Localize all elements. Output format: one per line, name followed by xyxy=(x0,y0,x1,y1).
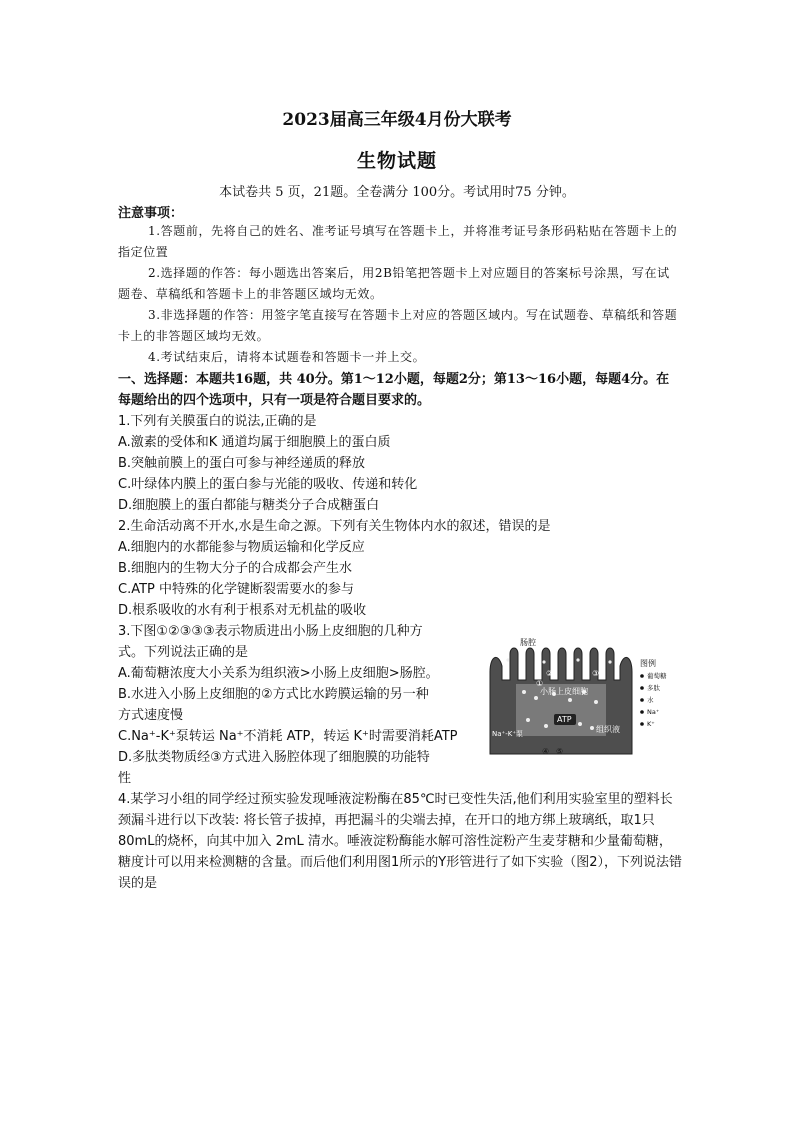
question-3-option-a: A.葡萄糖浓度大小关系为组织液>小肠上皮细胞>肠腔。 xyxy=(118,666,439,681)
question-3-option-b: B.水进入小肠上皮细胞的②方式比水跨膜运输的另一种 xyxy=(118,687,429,702)
marker-1: ① xyxy=(536,679,544,688)
label-cell: 小肠上皮细胞 xyxy=(540,687,588,696)
question-3-option-c: C.Na⁺-K⁺泵转运 Na⁺不消耗 ATP，转运 K⁺时需要消耗ATP xyxy=(118,729,458,744)
notice-item: 1.答题前，先将自己的姓名、准考证号填写在答题卡上，并将准考证号条形码粘贴在答题卡上的指定位置 xyxy=(118,224,678,259)
section-heading: 一、选择题：本题共16题，共 40分。第1～12小题，每题2分；第13～16小题，每题4分。在每题给出的四个选项中，只有一项是符合题目要求的。 xyxy=(118,372,670,408)
question-1-option-d: D.细胞膜上的蛋白都能与糖类分子合成糖蛋白 xyxy=(118,498,380,513)
notice-heading: 注意事项： xyxy=(118,206,184,221)
question-1-option-b: B.突触前膜上的蛋白可参与神经递质的释放 xyxy=(118,456,366,471)
question-4-text: 4.某学习小组的同学经过预实验发现唾液淀粉酶在85℃时已变性失活,他们利用实验室里的塑料长颈漏斗进行以下改装: 将长管子拔掉，再把漏斗的尖端去掉，在开口的地方绑上玻璃纸，取1只 80mL的烧杯，向其中加入 2mL 清水。唾液淀粉酶能水解可溶性淀粉产生麦芽糖和少量葡萄糖，糖度计可以用来检测糖的含量。而后他们利用图1所示的Y形管进行了如下实验（图2），下列说法错误的是 xyxy=(118,792,682,891)
notice-item: 4.考试结束后，请将本试题卷和答题卡一并上交。 xyxy=(148,350,426,364)
question-3-option-d: 性 xyxy=(118,771,132,786)
question-2-option-d: D.根系吸收的水有利于根系对无机盐的吸收 xyxy=(118,603,367,618)
exam-info: 本试卷共 5 页，21题。全卷满分 100分。考试用时75 分钟。 xyxy=(219,185,575,200)
intestine-cell-figure xyxy=(484,636,682,762)
marker-5: ⑤ xyxy=(556,747,564,756)
label-atp: ATP xyxy=(557,715,572,724)
exam-title: 2023届高三年级4月份大联考 xyxy=(282,110,512,130)
legend xyxy=(640,671,667,728)
legend-item: 多肽 xyxy=(647,684,660,692)
subject-title: 生物试题 xyxy=(356,150,437,172)
question-1-option-c: C.叶绿体内膜上的蛋白参与光能的吸收、传递和转化 xyxy=(118,477,418,492)
question-2-option-a: A.细胞内的水都能参与物质运输和化学反应 xyxy=(118,540,365,555)
question-3-option-d: D.多肽类物质经③方式进入肠腔体现了细胞膜的功能特 xyxy=(118,750,430,765)
legend-item: Na⁺ xyxy=(647,708,660,716)
legend-item: 葡萄糖 xyxy=(647,672,667,680)
marker-3: ③ xyxy=(592,669,600,678)
question-3-stem: 3.下图①②③③③表示物质进出小肠上皮细胞的几种方 xyxy=(118,624,423,639)
legend-item: K⁺ xyxy=(647,720,655,728)
notice-item: 3.非选择题的作答：用签字笔直接写在答题卡上对应的答题区域内。写在试题卷、草稿纸和答题卡上的非答题区域均无效。 xyxy=(118,308,678,343)
label-lumen: 肠腔 xyxy=(520,638,536,647)
question-3-stem: 式。下列说法正确的是 xyxy=(118,645,249,660)
question-3-option-b: 方式速度慢 xyxy=(118,708,184,723)
question-2-option-c: C.ATP 中特殊的化学键断裂需要水的参与 xyxy=(118,582,355,597)
question-1-stem: 1.下列有关膜蛋白的说法,正确的是 xyxy=(118,414,317,429)
notice-item: 2.选择题的作答：每小题选出答案后，用2B铅笔把答题卡上对应题目的答案标号涂黑，写在试题卷、草稿纸和答题卡上的非答题区域均无效。 xyxy=(118,266,670,301)
legend-title: 图例 xyxy=(640,659,656,668)
question-1-option-a: A.激素的受体和K 通道均属于细胞膜上的蛋白质 xyxy=(118,435,391,450)
marker-2: ② xyxy=(546,669,554,678)
label-pump: Na⁺-K⁺泵 xyxy=(492,730,524,738)
label-tissue: 组织液 xyxy=(596,725,620,734)
legend-item: 水 xyxy=(647,696,654,704)
question-2-option-b: B.细胞内的生物大分子的合成都会产生水 xyxy=(118,561,353,576)
marker-4: ④ xyxy=(542,747,550,756)
question-2-stem: 2.生命活动离不开水,水是生命之源。下列有关生物体内水的叙述，错误的是 xyxy=(118,519,551,534)
